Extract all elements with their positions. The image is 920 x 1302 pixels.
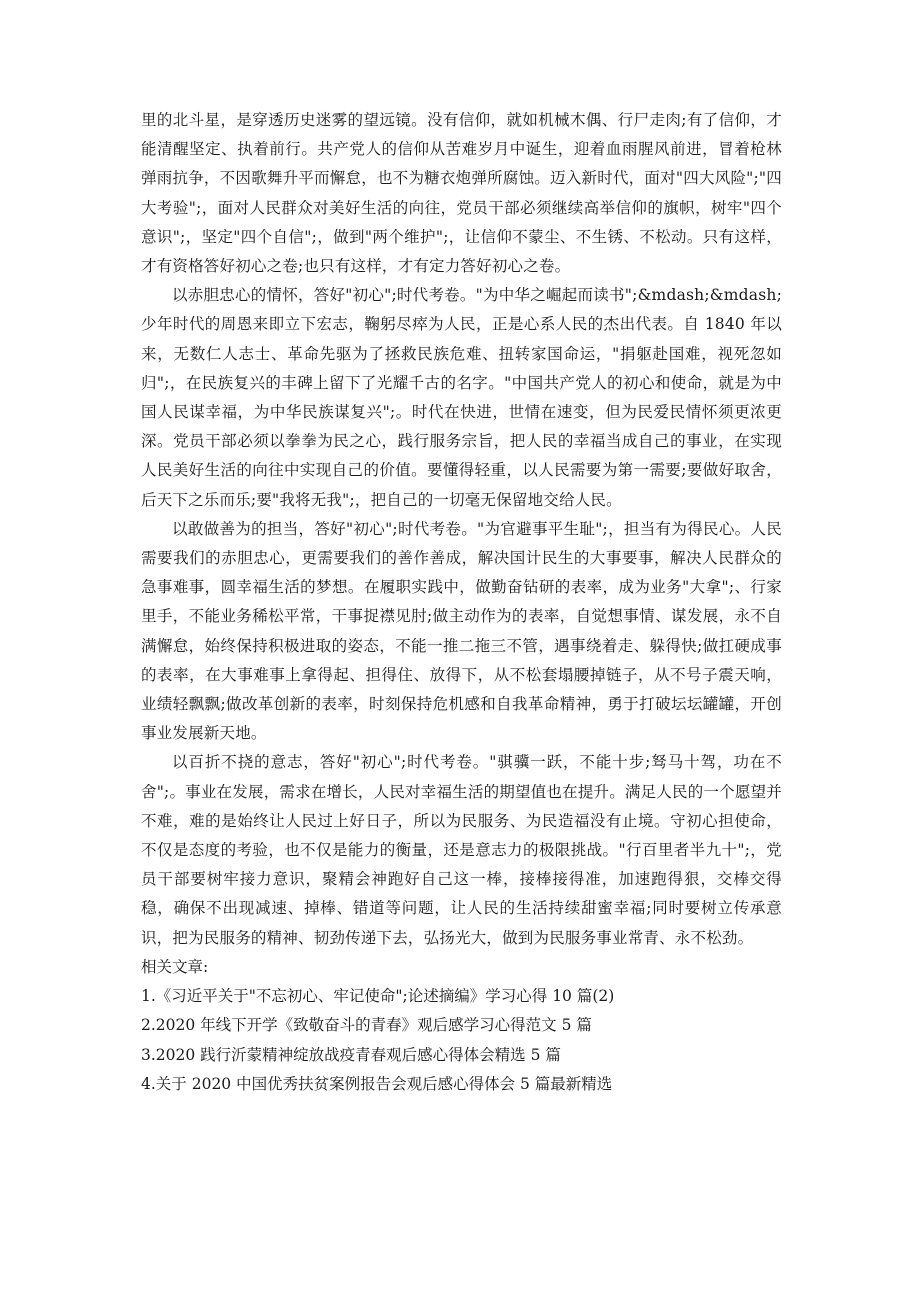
related-article-link-3[interactable]: 3.2020 践行沂蒙精神绽放战疫青春观后感心得体会精选 5 篇 <box>141 1045 561 1064</box>
related-article-link-4[interactable]: 4.关于 2020 中国优秀扶贫案例报告会观后感心得体会 5 篇最新精选 <box>141 1074 613 1093</box>
related-article-link-1[interactable]: 1.《习近平关于"不忘初心、牢记使命";论述摘编》学习心得 10 篇(2) <box>141 987 615 1006</box>
article-body <box>141 106 782 953</box>
paragraph-2: 以赤胆忠心的情怀，答好"初心";时代考卷。"为中华之崛起而读书";&mdash;&mdash;少年时代的周恩来即立下宏志，鞠躬尽瘁为人民，正是心系人民的杰出代表。自 1840 年以来，无数仁人志士、革命先驱为了拯救民族危难、扭转家国命运，"捐躯赴国难，视死忽如归";，在民族复兴的丰碑上留下了光耀千古的名字。"中国共产党人的初心和使命，就是为中国人民谋幸福，为中华民族谋复兴";。时代在快进，世情在速变，但为民爱民情怀须更浓更深。党员干部必须以拳拳为民之心，践行服务宗旨，把人民的幸福当成自己的事业，在实现人民美好生活的向往中实现自己的价值。要懂得轻重，以人民需要为第一需要;要做好取舍，后天下之乐而乐;要"我将无我";，把自己的一切毫无保留地交给人民。 <box>141 286 782 509</box>
paragraph-1: 里的北斗星，是穿透历史迷雾的望远镜。没有信仰，就如机械木偶、行尸走肉;有了信仰，才能清醒坚定、执着前行。共产党人的信仰从苦难岁月中诞生，迎着血雨腥风前进，冒着枪林弹雨抗争，不因歌舞升平而懈怠，也不为糖衣炮弹所腐蚀。迈入新时代，面对"四大风险";"四大考验";，面对人民群众对美好生活的向往，党员干部必须继续高举信仰的旗帜，树牢"四个意识";，坚定"四个自信";，做到"两个维护";，让信仰不蒙尘、不生锈、不松动。只有这样，才有资格答好初心之卷;也只有这样，才有定力答好初心之卷。 <box>141 111 782 276</box>
related-articles <box>141 953 782 1099</box>
paragraph-3: 以敢做善为的担当，答好"初心";时代考卷。"为官避事平生耻";，担当有为得民心。人民需要我们的赤胆忠心，更需要我们的善作善成，解决国计民生的大事要事，解决人民群众的急事难事，圆幸福生活的梦想。在履职实践中，做勤奋钻研的表率，成为业务"大拿";、行家里手，不能业务稀松平常，干事捉襟见肘;做主动作为的表率，自觉想事情、谋发展，永不自满懈怠，始终保持积极进取的姿态，不能一推二拖三不管，遇事绕着走、躲得快;做扛硬成事的表率，在大事难事上拿得起、担得住、放得下，从不松套塌腰掉链子，从不号子震天响，业绩轻飘飘;做改革创新的表率，时刻保持危机感和自我革命精神，勇于打破坛坛罐罐，开创事业发展新天地。 <box>141 519 782 743</box>
related-articles-title: 相关文章: <box>141 957 209 976</box>
list-item <box>141 982 782 1011</box>
related-article-link-2[interactable]: 2.2020 年线下开学《致敬奋斗的青春》观后感学习心得范文 5 篇 <box>141 1016 592 1035</box>
list-item <box>141 1011 782 1040</box>
list-item <box>141 1070 782 1099</box>
list-item <box>141 1041 782 1070</box>
document-page <box>141 106 782 1099</box>
related-articles-list <box>141 982 782 1099</box>
paragraph-4: 以百折不挠的意志，答好"初心";时代考卷。"骐骥一跃，不能十步;驽马十驾，功在不舍";。事业在发展，需求在增长，人民对幸福生活的期望值也在提升。满足人民的一个愿望并不难，难的是始终让人民过上好日子，所以为民服务、为民造福没有止境。守初心担使命，不仅是态度的考验，也不仅是能力的衡量，还是意志力的极限挑战。"行百里者半九十";，党员干部要树牢接力意识，聚精会神跑好自己这一棒，接棒接得准，加速跑得狠，交棒交得稳，确保不出现减速、掉棒、错道等问题，让人民的生活持续甜蜜幸福;同时要树立传承意识，把为民服务的精神、韧劲传递下去，弘扬光大，做到为民服务事业常青、永不松劲。 <box>141 753 782 947</box>
